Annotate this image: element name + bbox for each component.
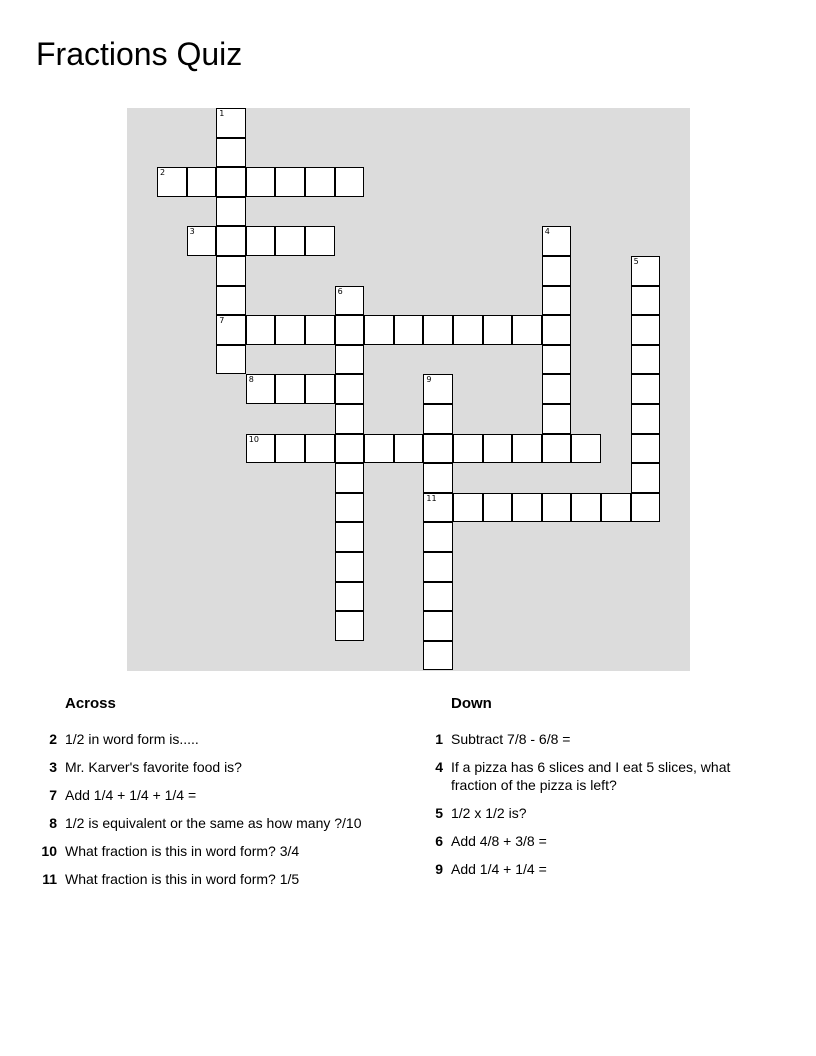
cell-number: 4	[544, 227, 550, 237]
down-clues	[421, 690, 751, 888]
grid-cell[interactable]	[483, 493, 513, 523]
crossword-grid	[127, 108, 690, 671]
grid-cell[interactable]	[453, 434, 483, 464]
grid-cell[interactable]	[631, 286, 661, 316]
grid-cell[interactable]	[364, 434, 394, 464]
clue-number: 5	[435, 805, 443, 821]
grid-cell[interactable]	[216, 256, 246, 286]
clue-number: 1	[435, 731, 443, 747]
grid-cell[interactable]	[216, 286, 246, 316]
clue-number: 10	[41, 843, 57, 859]
grid-cell[interactable]	[335, 582, 365, 612]
across-clue	[35, 786, 365, 804]
cell-number: 1	[219, 109, 225, 118]
grid-cell[interactable]	[423, 641, 453, 671]
grid-cell[interactable]	[335, 463, 365, 493]
grid-cell[interactable]	[216, 108, 246, 138]
grid-cell[interactable]	[542, 345, 572, 375]
grid-cell[interactable]	[335, 286, 365, 316]
grid-cell[interactable]	[631, 404, 661, 434]
clue-text: Subtract 7/8 - 6/8 =	[451, 731, 571, 747]
grid-cell[interactable]	[305, 167, 335, 197]
across-clue	[35, 758, 365, 776]
grid-cell[interactable]	[483, 315, 513, 345]
grid-cell[interactable]	[631, 256, 661, 286]
grid-cell[interactable]	[423, 552, 453, 582]
grid-cell[interactable]	[601, 493, 631, 523]
grid-cell[interactable]	[512, 493, 542, 523]
grid-cell[interactable]	[216, 345, 246, 375]
grid-cell[interactable]	[542, 226, 572, 256]
clue-number: 6	[435, 833, 443, 849]
grid-cell[interactable]	[216, 167, 246, 197]
down-clue	[421, 860, 751, 878]
grid-cell[interactable]	[305, 434, 335, 464]
grid-cell[interactable]	[216, 315, 246, 345]
grid-cell[interactable]	[631, 493, 661, 523]
clue-number: 4	[435, 759, 443, 775]
cell-number: 2	[160, 168, 166, 178]
grid-cell[interactable]	[335, 611, 365, 641]
cell-number: 10	[248, 434, 259, 444]
grid-cell[interactable]	[275, 374, 305, 404]
clue-text: 1/2 x 1/2 is?	[451, 805, 527, 821]
grid-cell[interactable]	[394, 434, 424, 464]
cell-number: 8	[248, 375, 254, 385]
grid-cell[interactable]	[542, 434, 572, 464]
grid-cell[interactable]	[423, 404, 453, 434]
grid-cell[interactable]	[364, 315, 394, 345]
down-clue	[421, 804, 751, 822]
clue-text: If a pizza has 6 slices and I eat 5 slices, what fraction of the pizza is left?	[451, 759, 731, 793]
grid-cell[interactable]	[335, 345, 365, 375]
grid-cell[interactable]	[631, 434, 661, 464]
clue-number: 11	[42, 871, 57, 887]
grid-cell[interactable]	[335, 552, 365, 582]
cell-number: 6	[337, 286, 343, 296]
grid-cell[interactable]	[423, 374, 453, 404]
grid-cell[interactable]	[187, 167, 217, 197]
grid-cell[interactable]	[246, 374, 276, 404]
grid-cell[interactable]	[453, 315, 483, 345]
grid-cell[interactable]	[335, 315, 365, 345]
clue-text: Mr. Karver's favorite food is?	[65, 759, 242, 775]
clue-text: 1/2 in word form is.....	[65, 731, 199, 747]
clue-text: What fraction is this in word form? 1/5	[65, 871, 300, 887]
grid-cell[interactable]	[305, 374, 335, 404]
grid-cell[interactable]	[423, 315, 453, 345]
grid-cell[interactable]	[305, 315, 335, 345]
cell-number: 7	[219, 316, 225, 326]
grid-cell[interactable]	[571, 493, 601, 523]
down-clue	[421, 730, 751, 748]
grid-cell[interactable]	[157, 167, 187, 197]
clue-number: 9	[435, 861, 443, 877]
grid-cell[interactable]	[423, 434, 453, 464]
grid-cell[interactable]	[335, 374, 365, 404]
grid-cell[interactable]	[335, 404, 365, 434]
grid-cell[interactable]	[542, 315, 572, 345]
clue-number: 2	[49, 731, 57, 747]
grid-cell[interactable]	[542, 374, 572, 404]
grid-cell[interactable]	[423, 463, 453, 493]
grid-cell[interactable]	[542, 256, 572, 286]
grid-cell[interactable]	[542, 493, 572, 523]
grid-cell[interactable]	[631, 345, 661, 375]
grid-cell[interactable]	[216, 138, 246, 168]
across-clue	[35, 730, 365, 748]
clue-text: Add 1/4 + 1/4 + 1/4 =	[65, 787, 197, 803]
grid-cell[interactable]	[216, 226, 246, 256]
grid-cell[interactable]	[631, 463, 661, 493]
grid-cell[interactable]	[275, 434, 305, 464]
cell-number: 3	[189, 227, 195, 237]
grid-cell[interactable]	[187, 226, 217, 256]
clue-text: Add 1/4 + 1/4 =	[451, 861, 547, 877]
grid-cell[interactable]	[275, 167, 305, 197]
grid-cell[interactable]	[542, 286, 572, 316]
grid-cell[interactable]	[423, 611, 453, 641]
grid-cell[interactable]	[483, 434, 513, 464]
grid-cell[interactable]	[335, 522, 365, 552]
grid-cell[interactable]	[216, 197, 246, 227]
clue-number: 3	[49, 759, 57, 775]
grid-cell[interactable]	[275, 315, 305, 345]
clue-text: 1/2 is equivalent or the same as how many ?/10	[65, 815, 362, 831]
grid-cell[interactable]	[423, 493, 453, 523]
across-clues	[35, 690, 365, 898]
page-title: Fractions Quiz	[36, 36, 243, 72]
down-clue	[421, 832, 751, 850]
across-heading: Across	[65, 695, 116, 712]
clue-number: 8	[49, 815, 57, 831]
across-clue	[35, 842, 365, 860]
grid-cell[interactable]	[394, 315, 424, 345]
grid-cell[interactable]	[423, 582, 453, 612]
cell-number: 9	[426, 375, 432, 385]
grid-cell[interactable]	[246, 226, 276, 256]
clue-text: Add 4/8 + 3/8 =	[451, 833, 547, 849]
clue-number: 7	[49, 787, 57, 803]
across-clue	[35, 814, 365, 832]
clue-text: What fraction is this in word form? 3/4	[65, 843, 300, 859]
grid-cell[interactable]	[246, 315, 276, 345]
across-clue	[35, 870, 365, 888]
grid-cell[interactable]	[571, 434, 601, 464]
grid-cell[interactable]	[542, 404, 572, 434]
grid-cell[interactable]	[335, 493, 365, 523]
down-heading: Down	[451, 695, 492, 712]
grid-cell[interactable]	[631, 315, 661, 345]
grid-cell[interactable]	[631, 374, 661, 404]
grid-cell[interactable]	[512, 434, 542, 464]
cell-number: 11	[426, 493, 437, 503]
grid-cell[interactable]	[335, 434, 365, 464]
down-clue	[421, 758, 751, 794]
grid-cell[interactable]	[246, 434, 276, 464]
grid-cell[interactable]	[453, 493, 483, 523]
cell-number: 5	[633, 257, 639, 266]
grid-cell[interactable]	[423, 522, 453, 552]
grid-cell[interactable]	[512, 315, 542, 345]
grid-cell[interactable]	[335, 167, 365, 197]
grid-cell[interactable]	[275, 226, 305, 256]
grid-cell[interactable]	[305, 226, 335, 256]
grid-cell[interactable]	[246, 167, 276, 197]
